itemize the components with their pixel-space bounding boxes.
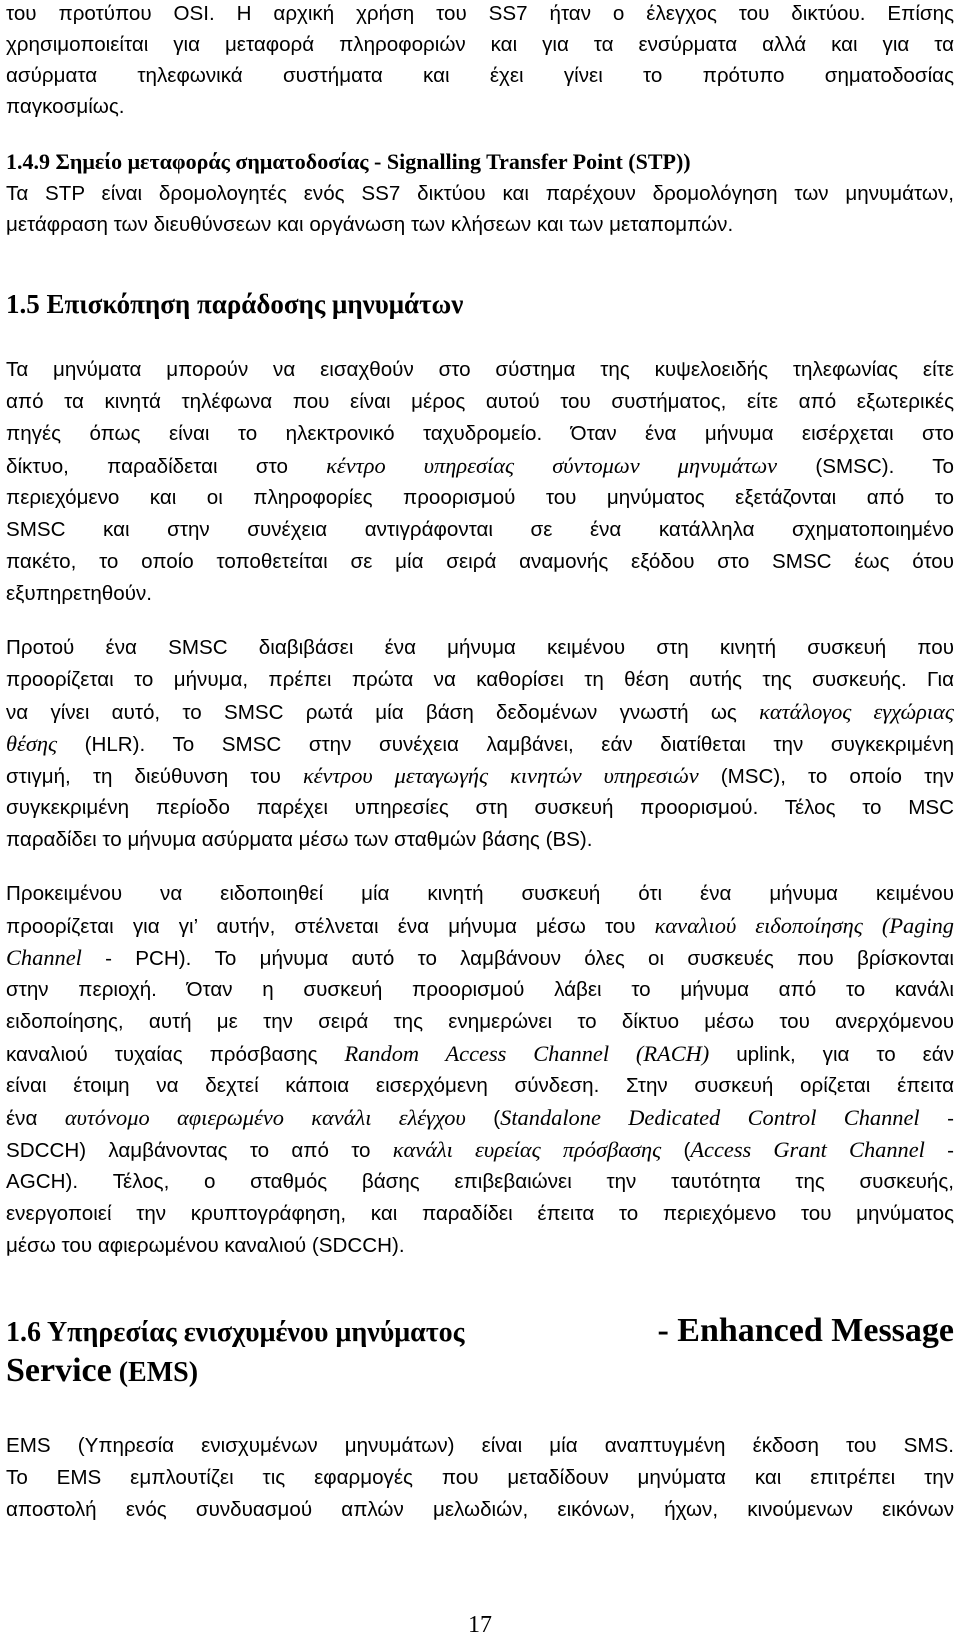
ems-line-3: αποστολή ενός συνδυασμού απλών μελωδιών, εικόνων, ήχων, κινούμενων εικόνων xyxy=(6,1498,954,1521)
p2-line-2: προορίζεται το μήνυμα, πρέπει πρώτα να καθορίσει τη θέση αυτής της συσκευής. Για xyxy=(6,668,954,691)
p3-line-6-end: uplink, για το εάν xyxy=(736,1043,954,1066)
p2-line-1: Προτού ένα SMSC διαβιβάσει ένα μήνυμα κειμένου στη κινητή συσκευή που xyxy=(6,636,954,659)
rach-term-italic: Random Access Channel (RACH) xyxy=(344,1041,710,1066)
smsc-term-italic: κέντρο υπηρεσίας σύντομων μηνυμάτων xyxy=(326,453,778,478)
p3-line-9-text: SDCCH) λαμβάνοντας το από το xyxy=(6,1139,371,1162)
p2-line-4 xyxy=(6,730,954,759)
p1-line-5: περιεχόμενο και οι πληροφορίες προορισμού του μηνύματος εξετάζονται από το xyxy=(6,486,954,509)
intro-line-1: του προτύπου OSI. Η αρχική χρήση του SS7 ήταν ο έλεγχος του δικτύου. Επίσης xyxy=(6,2,954,25)
p1-line-7: πακέτο, το οποίο τοποθετείται σε μία σειρά αναμονής εξόδου στο SMSC έως ότου xyxy=(6,550,954,573)
p3-line-1: Προκειμένου να ειδοποιηθεί μία κινητή συσκευή ότι ένα μήνυμα κειμένου xyxy=(6,882,954,905)
section-heading-1-6-line-2 xyxy=(6,1352,954,1392)
heading-1-6-greek: 1.6 Υπηρεσίας ενισχυμένου μηνύματος xyxy=(6,1317,465,1348)
section-heading-1-5: 1.5 Επισκόπηση παράδοσης μηνυμάτων xyxy=(6,289,464,319)
p3-line-9 xyxy=(6,1136,954,1165)
p3-line-9-paren: ( xyxy=(683,1139,691,1162)
heading-1-6-service: Service xyxy=(6,1352,112,1389)
intro-line-3: ασύρματα τηλεφωνικά συστήματα και έχει γίνει το πρότυπο σηματοδοσίας xyxy=(6,64,954,87)
section-heading-1-4-9: 1.4.9 Σημείο μεταφοράς σηματοδοσίας - Signalling Transfer Point (STP)) xyxy=(6,149,691,174)
stp-line-2: μετάφραση των διευθύνσεων και οργάνωση των κλήσεων και των μεταπομπών. xyxy=(6,213,734,236)
pch-term-italic-2: Channel xyxy=(6,945,82,970)
msc-term-italic: κέντρου μεταγωγής κινητών υπηρεσιών xyxy=(302,763,699,788)
p2-line-6: συγκεκριμένη περίοδο παρέχει υπηρεσίες στη συσκευή προορισμού. Τέλος το MSC xyxy=(6,796,954,819)
p3-line-9-dash: - xyxy=(947,1139,955,1162)
p3-line-6-text: καναλιού τυχαίας πρόσβασης xyxy=(6,1043,318,1066)
hlr-term-italic-2: θέσης xyxy=(6,731,58,756)
p1-line-2: από τα κινητά τηλέφωνα που είναι μέρος αυτού του συστήματος, είτε από εξωτερικές xyxy=(6,390,954,413)
p3-line-2-text: προορίζεται για γι’ αυτήν, στέλνεται ένα μήνυμα μέσω του xyxy=(6,915,636,938)
p3-line-8-text: ένα xyxy=(6,1107,38,1130)
p1-line-1: Τα μηνύματα μπορούν να εισαχθούν στο σύστημα της κυψελοειδής τηλεφωνίας είτε xyxy=(6,358,954,381)
p3-line-4: στην περιοχή. Όταν η συσκευή προορισμού λάβει το μήνυμα από το κανάλι xyxy=(6,978,954,1001)
p3-line-8-dash: - xyxy=(947,1107,954,1130)
hlr-term-italic: κατάλογος εγχώριας xyxy=(759,699,954,724)
p1-line-3: πηγές όπως είναι το ηλεκτρονικό ταχυδρομείο. Όταν ένα μήνυμα εισέρχεται στο xyxy=(6,422,954,445)
heading-1-6-english: - Enhanced Message xyxy=(657,1312,954,1349)
p2-line-5 xyxy=(6,762,954,791)
p1-line-4-end: (SMSC). Το xyxy=(815,455,954,478)
p2-line-5-end: (MSC), το οποίο την xyxy=(720,765,954,788)
p1-line-4 xyxy=(6,452,954,481)
p1-line-8: εξυπηρετηθούν. xyxy=(6,582,152,605)
p2-line-5-text: στιγμή, τη διεύθυνση του xyxy=(6,765,281,788)
p2-line-7: παραδίδει το μήνυμα ασύρματα μέσω των σταθμών βάσης (BS). xyxy=(6,828,593,851)
p2-line-4-text: (HLR). Το SMSC στην συνέχεια λαμβάνει, εάν διατίθεται την συγκεκριμένη xyxy=(84,733,954,756)
p3-line-3 xyxy=(6,944,954,973)
p3-line-8-paren: ( xyxy=(493,1107,501,1130)
p3-line-3-text: - PCH). Το μήνυμα αυτό το λαμβάνουν όλες οι συσκευές που βρίσκονται xyxy=(105,947,954,970)
pch-term-italic: καναλιού ειδοποίησης (Paging xyxy=(654,913,955,938)
p3-line-10: AGCH). Τέλος, ο σταθμός βάσης επιβεβαιώνει την ταυτότητα της συσκευής, xyxy=(6,1170,954,1193)
agch-term-italic: Access Grant Channel xyxy=(690,1137,925,1162)
p3-line-12: μέσω του αφιερωμένου καναλιού (SDCCH). xyxy=(6,1234,405,1257)
p1-line-4-text: δίκτυο, παραδίδεται στο xyxy=(6,455,288,478)
page-number: 17 xyxy=(468,1612,492,1638)
p3-line-2 xyxy=(6,912,954,941)
p2-line-3 xyxy=(6,698,954,727)
p3-line-5: ειδοποίησης, αυτή με την σειρά της ενημερώνει το δίκτυο μέσω του ανερχόμενου xyxy=(6,1010,954,1033)
p3-line-7: είναι έτοιμη να δεχτεί κάποια εισερχόμενη σύνδεση. Στην συσκευή ορίζεται έπειτα xyxy=(6,1074,954,1097)
p3-line-6 xyxy=(6,1040,954,1069)
p3-line-8 xyxy=(6,1104,954,1133)
stp-line-1: Τα STP είναι δρομολογητές ενός SS7 δικτύου και παρέχουν δρομολόγηση των μηνυμάτων, xyxy=(6,182,954,205)
intro-line-4: παγκοσμίως. xyxy=(6,95,125,118)
p1-line-6: SMSC και στην συνέχεια αντιγράφονται σε ένα κατάλληλα σχηματοποιημένο xyxy=(6,518,954,541)
intro-line-2: χρησιμοποιείται για μεταφορά πληροφοριών και για τα ενσύρματα αλλά και για τα xyxy=(6,33,954,56)
ems-line-1: EMS (Υπηρεσία ενισχυμένων μηνυμάτων) είναι μία αναπτυγμένη έκδοση του SMS. xyxy=(6,1434,954,1457)
sdcch-term-italic: Standalone Dedicated Control Channel xyxy=(500,1105,920,1130)
sdcch-greek-italic: αυτόνομο αφιερωμένο κανάλι ελέγχου xyxy=(64,1105,466,1130)
section-heading-1-6 xyxy=(6,1312,954,1352)
heading-1-6-ems: (EMS) xyxy=(118,1357,199,1388)
p2-line-3-text: να γίνει αυτό, το SMSC ρωτά μία βάση δεδομένων γνωστή ως xyxy=(6,701,737,724)
p3-line-11: ενεργοποιεί την κρυπτογράφηση, και παραδίδει έπειτα το περιεχόμενο του μηνύματος xyxy=(6,1202,954,1225)
agch-greek-italic: κανάλι ευρείας πρόσβασης xyxy=(392,1137,662,1162)
ems-line-2: Το EMS εμπλουτίζει τις εφαρμογές που μεταδίδουν μηνύματα και επιτρέπει την xyxy=(6,1466,954,1489)
